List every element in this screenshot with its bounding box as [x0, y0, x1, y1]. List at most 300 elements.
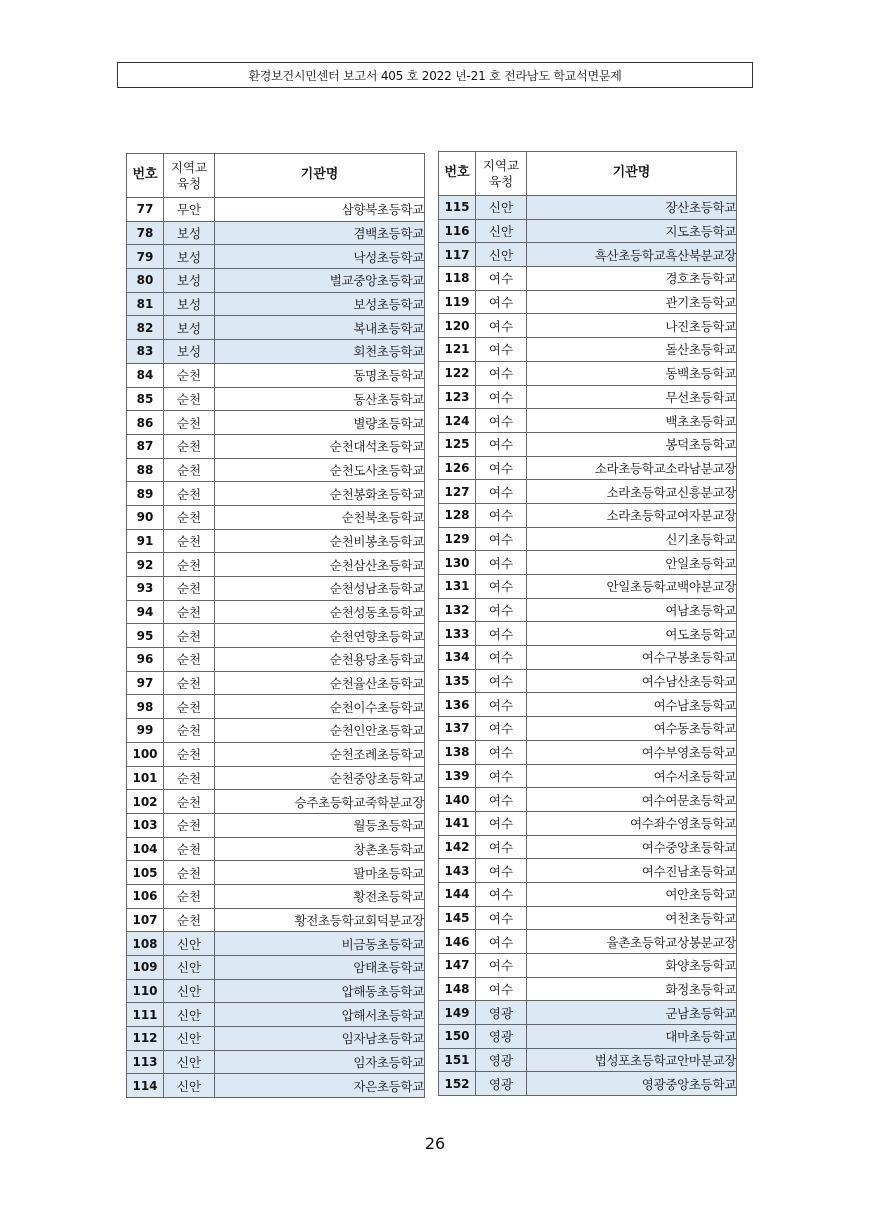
- row-region: 순천: [164, 861, 215, 885]
- table-row: [127, 269, 425, 293]
- row-number: 148: [439, 977, 476, 1001]
- table-row: [439, 1025, 737, 1049]
- row-number: 84: [127, 363, 164, 387]
- row-region: 여수: [476, 338, 527, 362]
- row-region: 여수: [476, 882, 527, 906]
- row-region: 여수: [476, 764, 527, 788]
- row-number: 105: [127, 861, 164, 885]
- row-number: 79: [127, 245, 164, 269]
- row-region: 보성: [164, 269, 215, 293]
- row-region: 여수: [476, 551, 527, 575]
- row-number: 77: [127, 198, 164, 222]
- row-region: 순천: [164, 458, 215, 482]
- row-school-name: 보성초등학교: [215, 292, 425, 316]
- row-number: 107: [127, 908, 164, 932]
- table-row: [439, 361, 737, 385]
- table-row: [127, 1074, 425, 1098]
- row-number: 126: [439, 456, 476, 480]
- table-row: [439, 598, 737, 622]
- table-row: [127, 529, 425, 553]
- table-row: [127, 884, 425, 908]
- row-school-name: 여수남초등학교: [527, 693, 737, 717]
- table-row: [127, 695, 425, 719]
- table-row: [127, 766, 425, 790]
- row-school-name: 돌산초등학교: [527, 338, 737, 362]
- table-header-row: [439, 152, 737, 196]
- table-row: [127, 932, 425, 956]
- row-number: 87: [127, 434, 164, 458]
- row-region: 순천: [164, 505, 215, 529]
- row-number: 140: [439, 788, 476, 812]
- row-school-name: 경호초등학교: [527, 267, 737, 291]
- table-row: [127, 1050, 425, 1074]
- row-region: 영광: [476, 1001, 527, 1025]
- row-school-name: 율촌초등학교상봉분교장: [527, 930, 737, 954]
- school-table-left: [126, 153, 425, 1098]
- row-school-name: 황전초등학교회덕분교장: [215, 908, 425, 932]
- table-row: [439, 1048, 737, 1072]
- table-row: [439, 385, 737, 409]
- table-row: [127, 340, 425, 364]
- page-number: 26: [424, 1134, 446, 1153]
- table-row: [439, 882, 737, 906]
- table-body-left: [127, 198, 425, 1098]
- row-number: 127: [439, 480, 476, 504]
- row-number: 119: [439, 290, 476, 314]
- row-number: 149: [439, 1001, 476, 1025]
- row-number: 137: [439, 717, 476, 741]
- table-row: [439, 977, 737, 1001]
- table-row: [127, 387, 425, 411]
- row-school-name: 임자남초등학교: [215, 1027, 425, 1051]
- table-row: [127, 553, 425, 577]
- row-region: 여수: [476, 527, 527, 551]
- table-row: [439, 788, 737, 812]
- row-school-name: 순천성남초등학교: [215, 577, 425, 601]
- row-number: 111: [127, 1003, 164, 1027]
- row-region: 여수: [476, 954, 527, 978]
- row-school-name: 황전초등학교: [215, 884, 425, 908]
- row-region: 신안: [164, 1027, 215, 1051]
- row-region: 여수: [476, 835, 527, 859]
- row-region: 신안: [164, 979, 215, 1003]
- row-number: 104: [127, 837, 164, 861]
- table-row: [439, 717, 737, 741]
- row-region: 신안: [476, 196, 527, 220]
- row-number: 131: [439, 575, 476, 599]
- row-number: 97: [127, 671, 164, 695]
- row-school-name: 동백초등학교: [527, 361, 737, 385]
- row-region: 여수: [476, 575, 527, 599]
- table-row: [439, 835, 737, 859]
- row-number: 94: [127, 600, 164, 624]
- row-number: 142: [439, 835, 476, 859]
- table-row: [127, 719, 425, 743]
- row-region: 보성: [164, 292, 215, 316]
- row-number: 123: [439, 385, 476, 409]
- row-region: 여수: [476, 622, 527, 646]
- row-region: 순천: [164, 600, 215, 624]
- table-row: [439, 338, 737, 362]
- table-row: [439, 503, 737, 527]
- table-row: [127, 790, 425, 814]
- row-region: 보성: [164, 221, 215, 245]
- row-number: 120: [439, 314, 476, 338]
- row-number: 106: [127, 884, 164, 908]
- row-number: 152: [439, 1072, 476, 1096]
- table-row: [439, 906, 737, 930]
- row-region: 여수: [476, 480, 527, 504]
- row-school-name: 지도초등학교: [527, 219, 737, 243]
- row-number: 128: [439, 503, 476, 527]
- table-row: [127, 363, 425, 387]
- row-number: 93: [127, 577, 164, 601]
- row-school-name: 승주초등학교죽학분교장: [215, 790, 425, 814]
- column-header-region: 지역교 육청: [476, 152, 527, 196]
- row-region: 영광: [476, 1048, 527, 1072]
- table-row: [439, 267, 737, 291]
- row-school-name: 화정초등학교: [527, 977, 737, 1001]
- table-row: [127, 482, 425, 506]
- table-row: [127, 813, 425, 837]
- row-school-name: 나진초등학교: [527, 314, 737, 338]
- table-row: [127, 1027, 425, 1051]
- row-school-name: 여수여문초등학교: [527, 788, 737, 812]
- row-region: 순천: [164, 553, 215, 577]
- row-school-name: 여수동초등학교: [527, 717, 737, 741]
- row-region: 신안: [476, 219, 527, 243]
- table-row: [127, 742, 425, 766]
- row-region: 순천: [164, 884, 215, 908]
- table-row: [439, 669, 737, 693]
- row-number: 133: [439, 622, 476, 646]
- row-region: 여수: [476, 456, 527, 480]
- row-number: 116: [439, 219, 476, 243]
- row-school-name: 백초초등학교: [527, 409, 737, 433]
- row-school-name: 여수진남초등학교: [527, 859, 737, 883]
- table-row: [439, 1072, 737, 1096]
- column-header-name: 기관명: [215, 154, 425, 198]
- row-region: 영광: [476, 1025, 527, 1049]
- row-region: 여수: [476, 361, 527, 385]
- column-header-number: 번호: [439, 152, 476, 196]
- row-school-name: 여도초등학교: [527, 622, 737, 646]
- row-region: 순천: [164, 387, 215, 411]
- table-row: [439, 693, 737, 717]
- row-number: 124: [439, 409, 476, 433]
- row-number: 100: [127, 742, 164, 766]
- row-school-name: 관기초등학교: [527, 290, 737, 314]
- column-header-name: 기관명: [527, 152, 737, 196]
- column-header-number: 번호: [127, 154, 164, 198]
- table-row: [127, 956, 425, 980]
- row-school-name: 흑산초등학교흑산북분교장: [527, 243, 737, 267]
- row-school-name: 동명초등학교: [215, 363, 425, 387]
- row-number: 139: [439, 764, 476, 788]
- row-number: 138: [439, 740, 476, 764]
- row-school-name: 비금동초등학교: [215, 932, 425, 956]
- row-number: 86: [127, 411, 164, 435]
- row-school-name: 순천이수초등학교: [215, 695, 425, 719]
- table-row: [439, 456, 737, 480]
- table-row: [127, 458, 425, 482]
- row-number: 81: [127, 292, 164, 316]
- row-number: 122: [439, 361, 476, 385]
- row-number: 82: [127, 316, 164, 340]
- row-region: 신안: [476, 243, 527, 267]
- table-row: [127, 600, 425, 624]
- row-number: 146: [439, 930, 476, 954]
- row-region: 여수: [476, 977, 527, 1001]
- row-number: 135: [439, 669, 476, 693]
- row-school-name: 여안초등학교: [527, 882, 737, 906]
- table-row: [439, 432, 737, 456]
- row-number: 103: [127, 813, 164, 837]
- table-row: [439, 314, 737, 338]
- row-number: 92: [127, 553, 164, 577]
- row-number: 85: [127, 387, 164, 411]
- row-school-name: 소라초등학교여자분교장: [527, 503, 737, 527]
- row-region: 순천: [164, 624, 215, 648]
- row-region: 여수: [476, 717, 527, 741]
- table-row: [439, 196, 737, 220]
- row-school-name: 순천율산초등학교: [215, 671, 425, 695]
- table-row: [127, 292, 425, 316]
- table-row: [439, 575, 737, 599]
- row-region: 신안: [164, 1050, 215, 1074]
- row-school-name: 여남초등학교: [527, 598, 737, 622]
- row-region: 순천: [164, 695, 215, 719]
- row-number: 151: [439, 1048, 476, 1072]
- row-number: 98: [127, 695, 164, 719]
- row-region: 순천: [164, 434, 215, 458]
- row-region: 순천: [164, 719, 215, 743]
- table-row: [439, 243, 737, 267]
- row-school-name: 순천연향초등학교: [215, 624, 425, 648]
- row-region: 여수: [476, 290, 527, 314]
- table-row: [439, 219, 737, 243]
- row-school-name: 소라초등학교신흥분교장: [527, 480, 737, 504]
- row-school-name: 순천북초등학교: [215, 505, 425, 529]
- row-region: 순천: [164, 671, 215, 695]
- row-school-name: 무선초등학교: [527, 385, 737, 409]
- row-school-name: 순천삼산초등학교: [215, 553, 425, 577]
- row-region: 여수: [476, 930, 527, 954]
- table-row: [127, 861, 425, 885]
- table-row: [127, 624, 425, 648]
- row-school-name: 회천초등학교: [215, 340, 425, 364]
- row-region: 순천: [164, 766, 215, 790]
- table-row: [127, 671, 425, 695]
- row-school-name: 동산초등학교: [215, 387, 425, 411]
- row-school-name: 여수남산초등학교: [527, 669, 737, 693]
- row-school-name: 소라초등학교소라남분교장: [527, 456, 737, 480]
- row-region: 신안: [164, 1003, 215, 1027]
- table-row: [127, 1003, 425, 1027]
- row-school-name: 신기초등학교: [527, 527, 737, 551]
- row-school-name: 봉덕초등학교: [527, 432, 737, 456]
- table-row: [127, 434, 425, 458]
- table-row: [439, 811, 737, 835]
- row-school-name: 순천인안초등학교: [215, 719, 425, 743]
- row-region: 여수: [476, 432, 527, 456]
- row-school-name: 낙성초등학교: [215, 245, 425, 269]
- row-region: 여수: [476, 740, 527, 764]
- row-number: 83: [127, 340, 164, 364]
- table-row: [127, 316, 425, 340]
- row-number: 113: [127, 1050, 164, 1074]
- row-region: 순천: [164, 363, 215, 387]
- row-region: 보성: [164, 316, 215, 340]
- table-header-row: [127, 154, 425, 198]
- row-region: 여수: [476, 859, 527, 883]
- row-school-name: 팔마초등학교: [215, 861, 425, 885]
- row-number: 95: [127, 624, 164, 648]
- table-row: [439, 290, 737, 314]
- table-row: [439, 551, 737, 575]
- table-row: [439, 954, 737, 978]
- row-school-name: 별량초등학교: [215, 411, 425, 435]
- row-region: 순천: [164, 482, 215, 506]
- row-region: 신안: [164, 932, 215, 956]
- row-school-name: 순천용당초등학교: [215, 648, 425, 672]
- table-row: [439, 930, 737, 954]
- row-school-name: 안일초등학교: [527, 551, 737, 575]
- row-school-name: 여수부영초등학교: [527, 740, 737, 764]
- row-school-name: 여수서초등학교: [527, 764, 737, 788]
- row-region: 여수: [476, 267, 527, 291]
- row-school-name: 자은초등학교: [215, 1074, 425, 1098]
- row-school-name: 창촌초등학교: [215, 837, 425, 861]
- row-region: 순천: [164, 813, 215, 837]
- row-number: 96: [127, 648, 164, 672]
- row-school-name: 복내초등학교: [215, 316, 425, 340]
- row-number: 109: [127, 956, 164, 980]
- row-number: 147: [439, 954, 476, 978]
- table-row: [439, 1001, 737, 1025]
- row-school-name: 벌교중앙초등학교: [215, 269, 425, 293]
- table-row: [127, 411, 425, 435]
- row-number: 78: [127, 221, 164, 245]
- table-row: [439, 740, 737, 764]
- row-region: 여수: [476, 693, 527, 717]
- row-number: 112: [127, 1027, 164, 1051]
- row-region: 순천: [164, 411, 215, 435]
- row-school-name: 장산초등학교: [527, 196, 737, 220]
- table-row: [127, 245, 425, 269]
- table-row: [127, 908, 425, 932]
- table-row: [127, 198, 425, 222]
- row-region: 순천: [164, 790, 215, 814]
- row-school-name: 화양초등학교: [527, 954, 737, 978]
- table-row: [127, 221, 425, 245]
- report-header: [117, 62, 753, 88]
- row-region: 보성: [164, 245, 215, 269]
- table-row: [127, 505, 425, 529]
- row-number: 108: [127, 932, 164, 956]
- school-table-right: [438, 151, 737, 1096]
- row-region: 순천: [164, 648, 215, 672]
- row-number: 115: [439, 196, 476, 220]
- column-header-region: 지역교 육청: [164, 154, 215, 198]
- row-school-name: 순천비봉초등학교: [215, 529, 425, 553]
- row-region: 여수: [476, 646, 527, 670]
- row-number: 118: [439, 267, 476, 291]
- row-number: 99: [127, 719, 164, 743]
- row-region: 여수: [476, 314, 527, 338]
- row-number: 136: [439, 693, 476, 717]
- table-row: [439, 527, 737, 551]
- row-number: 132: [439, 598, 476, 622]
- row-school-name: 순천봉화초등학교: [215, 482, 425, 506]
- row-region: 신안: [164, 1074, 215, 1098]
- row-number: 125: [439, 432, 476, 456]
- row-school-name: 삼향북초등학교: [215, 198, 425, 222]
- row-school-name: 여천초등학교: [527, 906, 737, 930]
- table-body-right: [439, 196, 737, 1096]
- row-number: 90: [127, 505, 164, 529]
- row-region: 여수: [476, 669, 527, 693]
- row-school-name: 압해동초등학교: [215, 979, 425, 1003]
- row-region: 여수: [476, 788, 527, 812]
- row-region: 순천: [164, 577, 215, 601]
- row-school-name: 압해서초등학교: [215, 1003, 425, 1027]
- row-school-name: 군남초등학교: [527, 1001, 737, 1025]
- row-region: 영광: [476, 1072, 527, 1096]
- table-row: [127, 577, 425, 601]
- row-number: 129: [439, 527, 476, 551]
- table-row: [439, 764, 737, 788]
- row-number: 91: [127, 529, 164, 553]
- table-row: [127, 837, 425, 861]
- row-number: 110: [127, 979, 164, 1003]
- table-row: [127, 648, 425, 672]
- row-number: 89: [127, 482, 164, 506]
- row-number: 143: [439, 859, 476, 883]
- row-region: 순천: [164, 742, 215, 766]
- table-row: [439, 622, 737, 646]
- row-number: 150: [439, 1025, 476, 1049]
- row-region: 순천: [164, 529, 215, 553]
- row-number: 144: [439, 882, 476, 906]
- row-region: 여수: [476, 811, 527, 835]
- row-number: 101: [127, 766, 164, 790]
- row-school-name: 순천중앙초등학교: [215, 766, 425, 790]
- row-school-name: 월등초등학교: [215, 813, 425, 837]
- row-region: 여수: [476, 503, 527, 527]
- row-region: 여수: [476, 906, 527, 930]
- table-row: [439, 859, 737, 883]
- table-row: [439, 480, 737, 504]
- row-school-name: 여수중앙초등학교: [527, 835, 737, 859]
- row-school-name: 법성포초등학교안마분교장: [527, 1048, 737, 1072]
- table-row: [127, 979, 425, 1003]
- row-number: 80: [127, 269, 164, 293]
- table-row: [439, 409, 737, 433]
- row-school-name: 순천성동초등학교: [215, 600, 425, 624]
- row-number: 130: [439, 551, 476, 575]
- row-school-name: 임자초등학교: [215, 1050, 425, 1074]
- row-school-name: 여수구봉초등학교: [527, 646, 737, 670]
- report-header-title: 환경보건시민센터 보고서 405 호 2022 년-21 호 전라남도 학교석면문제: [248, 68, 622, 83]
- row-number: 141: [439, 811, 476, 835]
- row-school-name: 순천도사초등학교: [215, 458, 425, 482]
- row-region: 여수: [476, 598, 527, 622]
- row-school-name: 여수좌수영초등학교: [527, 811, 737, 835]
- row-number: 88: [127, 458, 164, 482]
- row-region: 순천: [164, 908, 215, 932]
- row-school-name: 암태초등학교: [215, 956, 425, 980]
